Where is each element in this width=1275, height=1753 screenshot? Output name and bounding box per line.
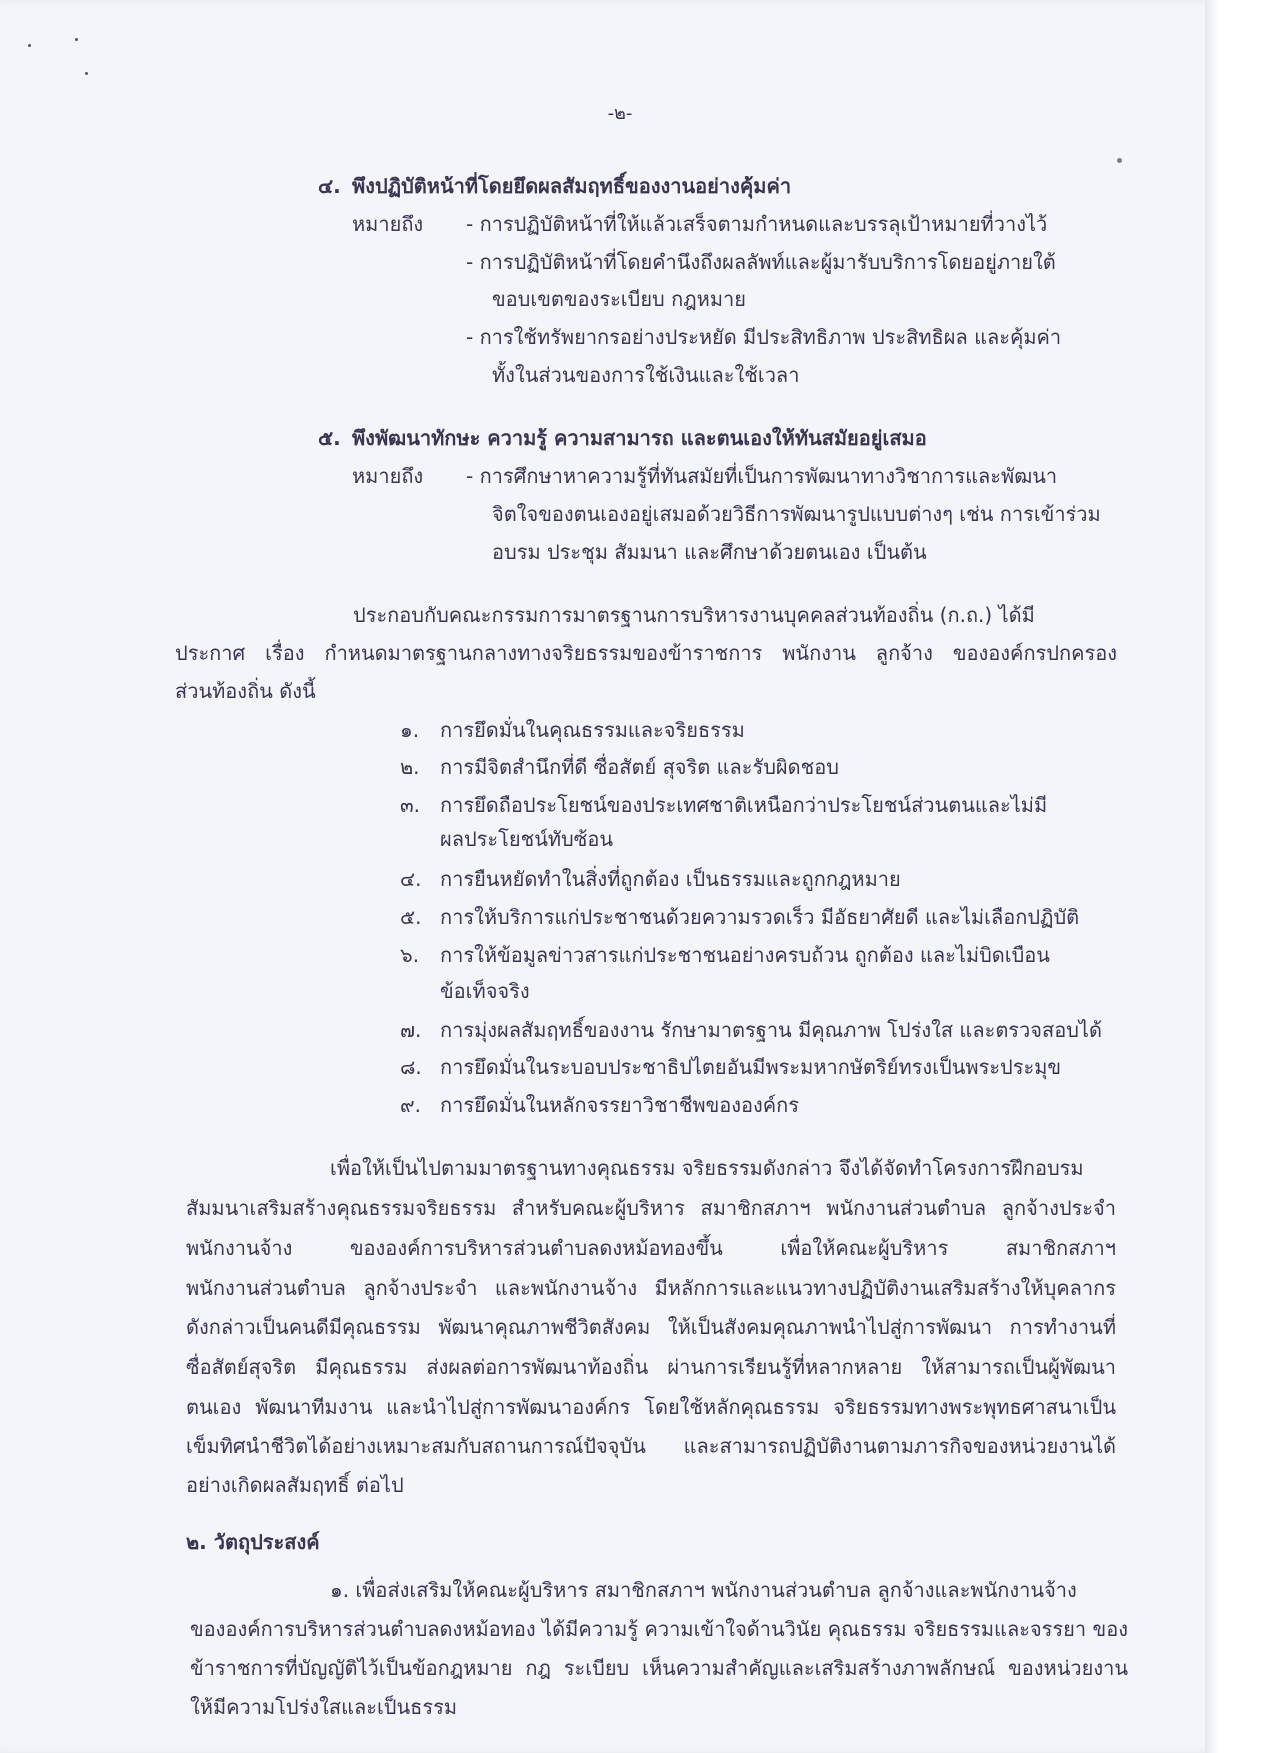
paragraph-line: ประกาศ เรื่อง กำหนดมาตรฐานกลางทางจริยธรรมของข้าราชการ พนักงาน ลูกจ้าง ขององค์กรปกครอง [175, 641, 1117, 665]
standard-number: ๖. [400, 943, 420, 967]
paragraph-line: ตนเอง พัฒนาทีมงาน และนำไปสู่การพัฒนาองค์กร โดยใช้หลักคุณธรรม จริยธรรมทางพระพุทธศาสนาเป็น [186, 1395, 1116, 1419]
section4-line: - การปฏิบัติหน้าที่โดยคำนึงถึงผลลัพท์และผู้มารับบริการโดยอยู่ภายใต้ [466, 250, 1056, 274]
standard-item: การยึดมั่นในคุณธรรมและจริยธรรม [440, 718, 745, 742]
section5-line: - การศึกษาหาความรู้ที่ทันสมัยที่เป็นการพัฒนาทางวิชาการและพัฒนา [466, 464, 1058, 488]
standard-item: การยึดถือประโยชน์ของประเทศชาติเหนือกว่าประโยชน์ส่วนตนและไม่มี [440, 793, 1048, 817]
section5-line: จิตใจของตนเองอยู่เสมอด้วยวิธีการพัฒนารูปแบบต่างๆ เช่น การเข้าร่วม [492, 502, 1101, 526]
section4-line: ขอบเขตของระเบียบ กฎหมาย [492, 287, 746, 311]
standard-number: ๔. [400, 867, 422, 891]
section5-title: พึงพัฒนาทักษะ ความรู้ ความสามารถ และตนเองให้ทันสมัยอยู่เสมอ [352, 426, 927, 450]
standard-item: การมีจิตสำนึกที่ดี ซื่อสัตย์ สุจริต และรับผิดชอบ [440, 755, 839, 779]
section4-meaning-label: หมายถึง [352, 212, 424, 236]
standard-item: การยึดมั่นในหลักจรรยาวิชาชีพขององค์กร [440, 1093, 800, 1117]
standard-number: ๗. [400, 1018, 422, 1042]
standard-number: ๕. [400, 905, 422, 929]
paragraph-line: เข็มทิศนำชีวิตได้อย่างเหมาะสมกับสถานการณ์ปัจจุบัน และสามารถปฏิบัติงานตามภารกิจของหน่วยงานได้ [186, 1434, 1116, 1458]
scan-speck [1117, 158, 1122, 163]
objective-line: ขององค์การบริหารส่วนตำบลดงหม้อทอง ได้มีความรู้ ความเข้าใจด้านวินัย คุณธรรม จริยธรรมและจรรยา ของ [190, 1617, 1128, 1641]
standard-item: การให้บริการแก่ประชาชนด้วยความรวดเร็ว มีอัธยาศัยดี และไม่เลือกปฏิบัติ [440, 905, 1080, 929]
section4-line: - การปฏิบัติหน้าที่ให้แล้วเสร็จตามกำหนดและบรรลุเป้าหมายที่วางไว้ [466, 212, 1048, 236]
standard-number: ๑. [400, 718, 420, 742]
standard-item: การมุ่งผลสัมฤทธิ์ของงาน รักษามาตรฐาน มีคุณภาพ โปร่งใส และตรวจสอบได้ [440, 1018, 1102, 1042]
section5-number: ๕. [318, 426, 341, 450]
standard-item: การยึดมั่นในระบอบประชาธิปไตยอันมีพระมหากษัตริย์ทรงเป็นพระประมุข [440, 1055, 1062, 1079]
paragraph-line: เพื่อให้เป็นไปตามมาตรฐานทางคุณธรรม จริยธรรมดังกล่าว จึงได้จัดทำโครงการฝึกอบรม [330, 1156, 1084, 1180]
standard-number: ๙. [400, 1093, 422, 1117]
paragraph-line: ประกอบกับคณะกรรมการมาตรฐานการบริหารงานบุคคลส่วนท้องถิ่น (ก.ถ.) ได้มี [353, 603, 1035, 627]
objective-line: ให้มีความโปร่งใสและเป็นธรรม [190, 1695, 458, 1719]
section4-line: - การใช้ทรัพยากรอย่างประหยัด มีประสิทธิภาพ ประสิทธิผล และคุ้มค่า [466, 325, 1062, 349]
standard-number: ๓. [400, 793, 421, 817]
section5-meaning-label: หมายถึง [352, 464, 424, 488]
paragraph-line: สัมมนาเสริมสร้างคุณธรรมจริยธรรม สำหรับคณะผู้บริหาร สมาชิกสภาฯ พนักงานส่วนตำบล ลูกจ้างประจำ [186, 1196, 1116, 1220]
section4-number: ๔. [318, 174, 341, 198]
standard-number: ๘. [400, 1055, 422, 1079]
standard-item-continued: ข้อเท็จจริง [440, 979, 530, 1003]
section5-line: อบรม ประชุม สัมมนา และศึกษาด้วยตนเอง เป็นต้น [492, 540, 927, 564]
standard-item: การให้ข้อมูลข่าวสารแก่ประชาชนอย่างครบถ้วน ถูกต้อง และไม่บิดเบือน [440, 943, 1050, 967]
page-edge [1205, 0, 1240, 1753]
paragraph-line: อย่างเกิดผลสัมฤทธิ์ ต่อไป [186, 1473, 404, 1497]
paragraph-line: ส่วนท้องถิ่น ดังนี้ [175, 679, 316, 703]
scan-speck [85, 72, 88, 75]
paragraph-line: พนักงานจ้าง ขององค์การบริหารส่วนตำบลดงหม้อทองขึ้น เพื่อให้คณะผู้บริหาร สมาชิกสภาฯ [186, 1236, 1116, 1260]
objectives-heading: ๒. วัตถุประสงค์ [186, 1530, 320, 1554]
objective-line: ๑. เพื่อส่งเสริมให้คณะผู้บริหาร สมาชิกสภาฯ พนักงานส่วนตำบล ลูกจ้างและพนักงานจ้าง [330, 1578, 1077, 1602]
paragraph-line: ดังกล่าวเป็นคนดีมีคุณธรรม พัฒนาคุณภาพชีวิตสังคม ให้เป็นสังคมคุณภาพนำไปสู่การพัฒนา การทำงานที่ [186, 1315, 1116, 1339]
scan-speck [75, 38, 78, 41]
standard-item: การยืนหยัดทำในสิ่งที่ถูกต้อง เป็นธรรมและถูกกฎหมาย [440, 867, 901, 891]
scan-speck [28, 44, 31, 47]
paragraph-line: พนักงานส่วนตำบล ลูกจ้างประจำ และพนักงานจ้าง มีหลักการและแนวทางปฏิบัติงานเสริมสร้างให้บุคลากร [186, 1276, 1116, 1300]
section4-line: ทั้งในส่วนของการใช้เงินและใช้เวลา [492, 363, 800, 387]
objective-line: ข้าราชการที่บัญญัติไว้เป็นข้อกฎหมาย กฎ ระเบียบ เห็นความสำคัญและเสริมสร้างภาพลักษณ์ ของหน่วยงาน [190, 1656, 1128, 1680]
page-number: -๒- [607, 103, 633, 124]
standard-number: ๒. [400, 755, 420, 779]
standard-item-continued: ผลประโยชน์ทับซ้อน [440, 827, 613, 851]
paragraph-line: ซื่อสัตย์สุจริต มีคุณธรรม ส่งผลต่อการพัฒนาท้องถิ่น ผ่านการเรียนรู้ที่หลากหลาย ให้สามารถเป็นผู้พัฒนา [186, 1355, 1116, 1379]
section4-title: พึงปฏิบัติหน้าที่โดยยึดผลสัมฤทธิ์ของงานอย่างคุ้มค่า [352, 174, 792, 198]
